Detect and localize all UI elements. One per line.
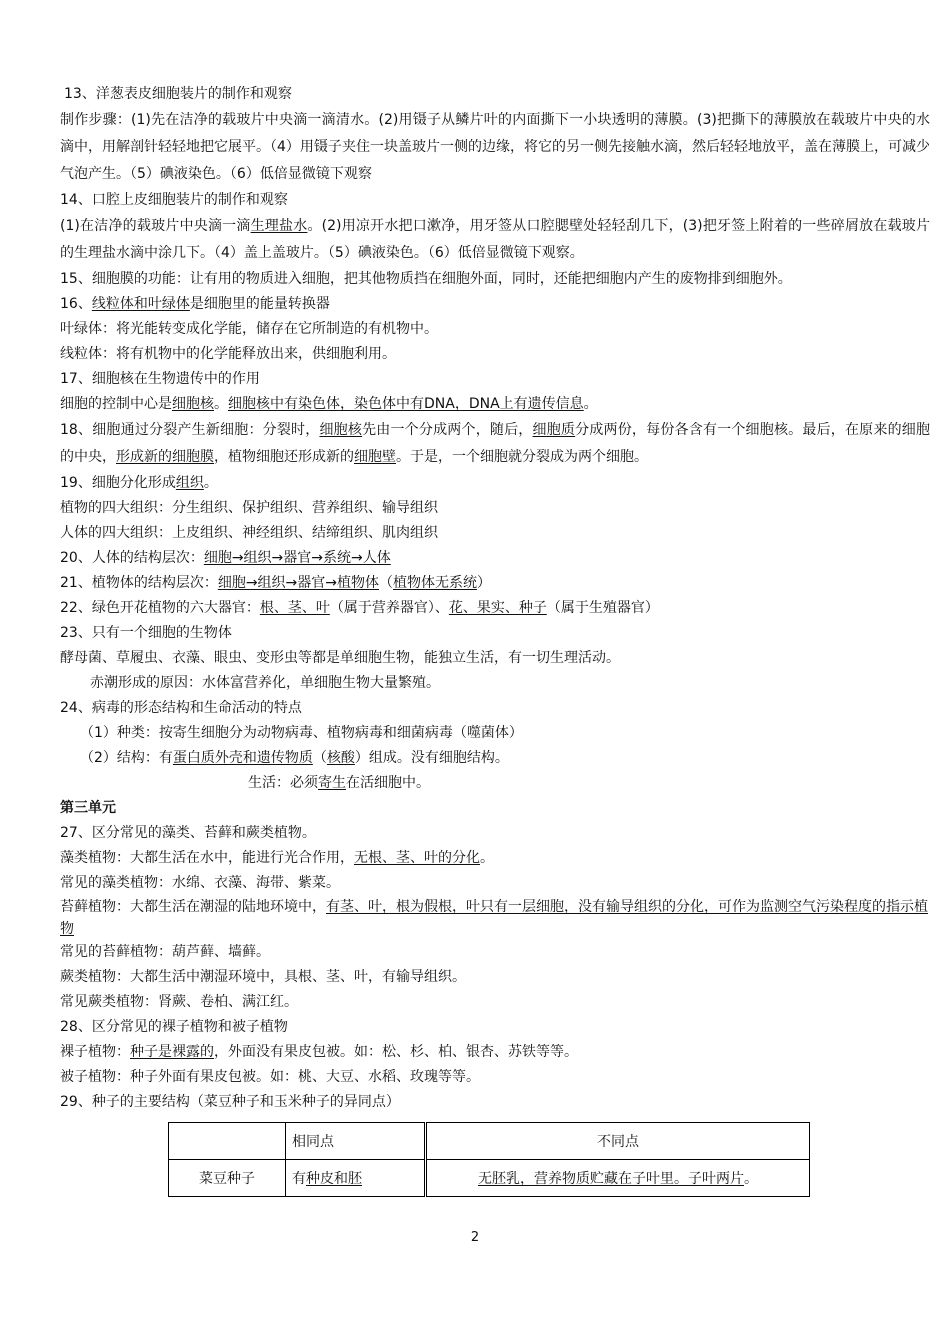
underline-text: 细胞→组织→器官→植物体 [217,575,380,591]
table-row-name: 菜豆种子 [169,1160,286,1197]
section-16-line-1: 叶绿体：将光能转变成化学能，储存在它所制造的有机物中。 [60,321,438,337]
section-28-line-1: 裸子植物：种子是裸露的，外面没有果皮包被。如：松、杉、柏、银杏、苏铁等等。 [60,1044,578,1060]
table-cell [169,1123,286,1160]
section-27-line-4: 常见的苔藓植物：葫芦藓、墙藓。 [60,944,270,960]
section-17-title: 17、细胞核在生物遗传中的作用 [60,371,260,387]
underline-text: 细胞核 [172,396,214,412]
underline-text: 细胞核中有染色体，染色体中有DNA，DNA上有遗传信息 [228,396,584,412]
underline-text: 寄生 [318,775,346,791]
section-27-line-1: 藻类植物：大都生活在水中，能进行光合作用，无根、茎、叶的分化。 [60,850,494,866]
section-16-title: 16、线粒体和叶绿体是细胞里的能量转换器 [60,296,330,312]
underline-text: 有茎、叶，根为假根，叶只有一层细胞，没有输导组织的分化，可作为监测空气污染程度的指示植物 [60,899,928,937]
section-27-line-5: 蕨类植物：大都生活中潮湿环境中，具根、茎、叶，有输导组织。 [60,969,466,985]
section-23-line-2: 赤潮形成的原因：水体富营养化，单细胞生物大量繁殖。 [90,675,440,691]
section-23-line-1: 酵母菌、草履虫、衣藻、眼虫、变形虫等都是单细胞生物，能独立生活，有一切生理活动。 [60,650,620,666]
section-27-title: 27、区分常见的藻类、苔藓和蕨类植物。 [60,825,316,841]
underline-text: 细胞壁 [354,449,396,465]
underline-text: 线粒体和叶绿体 [91,296,190,312]
section-19-line-2: 人体的四大组织：上皮组织、神经组织、结缔组织、肌肉组织 [60,525,438,541]
section-22: 22、绿色开花植物的六大器官：根、茎、叶（属于营养器官）、花、果实、种子（属于生殖器官） [60,600,659,616]
table-row [169,1160,810,1197]
underline-text: 无胚乳，营养物质贮藏在子叶里。子叶两片 [478,1171,744,1187]
table-header-diff: 不同点 [426,1123,810,1160]
section-15-text: 15、细胞膜的功能：让有用的物质进入细胞，把其他物质挡在细胞外面，同时，还能把细胞内产生的废物排到细胞外。 [60,271,792,287]
underline-text: 蛋白质外壳和遗传物质 [172,750,313,766]
section-18-text: 18、细胞通过分裂产生新细胞：分裂时，细胞核先由一个分成两个，随后，细胞质分成两份，每份各含有一个细胞核。最后，在原来的细胞的中央，形成新的细胞膜，植物细胞还形成新的细胞壁。于是，一个细胞就分裂成为两个细胞。 [60,422,930,465]
underline-text: 细胞核 [319,422,363,438]
table-header-row [169,1123,810,1160]
section-28-line-2: 被子植物：种子外面有果皮包被。如：桃、大豆、水稻、玫瑰等等。 [60,1069,480,1085]
underline-text: 植物体无系统 [393,575,478,591]
underline-text: 种皮和胚 [306,1171,362,1187]
underline-text: 无根、茎、叶的分化 [354,850,480,866]
section-17-text: 细胞的控制中心是细胞核。细胞核中有染色体，染色体中有DNA，DNA上有遗传信息。 [60,396,598,412]
seed-comparison-table [168,1122,810,1197]
section-29-title: 29、种子的主要结构（菜豆种子和玉米种子的异同点） [60,1094,400,1110]
document-page [60,84,930,1115]
page-number: 2 [470,1230,480,1245]
underline-text: 生理盐水 [250,218,308,234]
underline-text: 花、果实、种子 [448,600,547,616]
section-27-line-2: 常见的藻类植物：水绵、衣藻、海带、紫菜。 [60,875,340,891]
section-19-line-1: 植物的四大组织：分生组织、保护组织、营养组织、输导组织 [60,500,438,516]
unit-heading: 第三单元 [60,800,116,816]
section-28-title: 28、区分常见的裸子植物和被子植物 [60,1019,288,1035]
underline-text: 形成新的细胞膜 [116,449,214,465]
section-27-line-6: 常见蕨类植物：肾蕨、卷柏、满江红。 [60,994,298,1010]
section-27-line-3: 苔藓植物：大都生活在潮湿的陆地环境中，有茎、叶，根为假根，叶只有一层细胞，没有输导组织的分化，可作为监测空气污染程度的指示植物 [60,899,928,937]
underline-text: 核酸 [326,750,355,766]
section-24-line-3: 生活：必须寄生在活细胞中。 [248,775,430,791]
table-header-same: 相同点 [286,1123,426,1160]
section-24-title: 24、病毒的形态结构和生命活动的特点 [60,700,302,716]
section-13-title: 13、洋葱表皮细胞装片的制作和观察 [64,86,292,102]
underline-text: 根、茎、叶 [259,600,330,616]
section-19-title: 19、细胞分化形成组织。 [60,475,218,491]
underline-text: 组织 [175,475,204,491]
section-20: 20、人体的结构层次：细胞→组织→器官→系统→人体 [60,550,391,566]
section-21: 21、植物体的结构层次：细胞→组织→器官→植物体（植物体无系统） [60,575,492,591]
section-13-text: 制作步骤：(1)先在洁净的载玻片中央滴一滴清水。(2)用镊子从鳞片叶的内面撕下一小块透明的薄膜。(3)把撕下的薄膜放在载玻片中央的水滴中，用解剖针轻轻地把它展平。（4）用镊子夹住一块盖玻片一侧的边缘，将它的另一侧先接触水滴，然后轻轻地放平，盖在薄膜上，可减少气泡产生。（5）碘液染色。（6）低倍显微镜下观察 [60,112,930,182]
section-14-title: 14、口腔上皮细胞装片的制作和观察 [60,192,288,208]
underline-text: 细胞质 [532,422,576,438]
section-24-line-2: （2）结构：有蛋白质外壳和遗传物质（核酸）组成。没有细胞结构。 [80,750,509,766]
underline-text: 种子是裸露的 [130,1044,214,1060]
section-23-title: 23、只有一个细胞的生物体 [60,625,232,641]
table-cell-diff: 无胚乳，营养物质贮藏在子叶里。子叶两片。 [426,1160,810,1197]
section-14-text: (1)在洁净的载玻片中央滴一滴生理盐水。(2)用凉开水把口漱净，用牙签从口腔腮壁处轻轻刮几下，(3)把牙签上附着的一些碎屑放在载玻片的生理盐水滴中涂几下。（4）盖上盖玻片。（5）碘液染色。（6）低倍显微镜下观察。 [60,218,931,261]
table-cell-same: 有种皮和胚 [286,1160,426,1197]
section-16-line-2: 线粒体：将有机物中的化学能释放出来，供细胞利用。 [60,346,396,362]
section-24-line-1: （1）种类：按寄生细胞分为动物病毒、植物病毒和细菌病毒（噬菌体） [80,725,523,741]
underline-text: 细胞→组织→器官→系统→人体 [203,550,391,566]
